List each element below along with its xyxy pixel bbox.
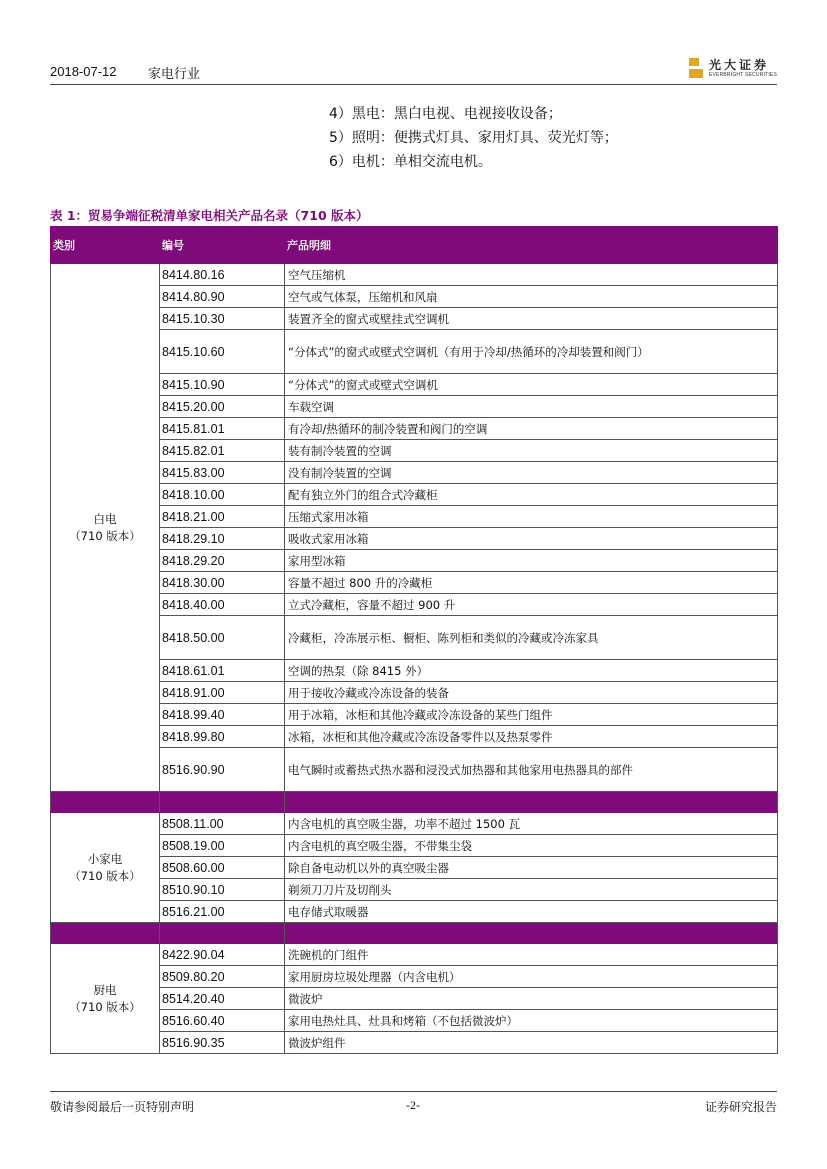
table-row bbox=[51, 396, 778, 418]
separator-cell bbox=[160, 792, 285, 813]
detail-cell: 微波炉组件 bbox=[285, 1032, 778, 1054]
code-cell: 8418.40.00 bbox=[160, 594, 285, 616]
table-row bbox=[51, 286, 778, 308]
detail-cell: 空气压缩机 bbox=[285, 264, 778, 286]
table-caption: 表 1：贸易争端征税清单家电相关产品名录（710 版本） bbox=[50, 208, 369, 223]
code-cell: 8418.10.00 bbox=[160, 484, 285, 506]
detail-cell: 配有独立外门的组合式冷藏柜 bbox=[285, 484, 778, 506]
detail-cell: 冰箱，冰柜和其他冷藏或冷冻设备零件以及热泵零件 bbox=[285, 726, 778, 748]
detail-cell: 空调的热泵（除 8415 外） bbox=[285, 660, 778, 682]
separator-cell bbox=[51, 923, 160, 944]
code-cell: 8415.10.30 bbox=[160, 308, 285, 330]
industry-label: 家电行业 bbox=[148, 67, 201, 82]
table-row bbox=[51, 308, 778, 330]
code-cell: 8516.21.00 bbox=[160, 901, 285, 923]
table-row bbox=[51, 988, 778, 1010]
table-row bbox=[51, 1032, 778, 1054]
code-cell: 8415.83.00 bbox=[160, 462, 285, 484]
table-row bbox=[51, 966, 778, 988]
table-row bbox=[51, 418, 778, 440]
table-row bbox=[51, 879, 778, 901]
detail-cell: 立式冷藏柜，容量不超过 900 升 bbox=[285, 594, 778, 616]
separator-cell bbox=[160, 923, 285, 944]
logo-mark-icon bbox=[689, 58, 703, 78]
code-cell: 8415.20.00 bbox=[160, 396, 285, 418]
detail-cell: 用于接收冷藏或冷冻设备的装备 bbox=[285, 682, 778, 704]
code-cell: 8418.29.10 bbox=[160, 528, 285, 550]
detail-cell: 内含电机的真空吸尘器，不带集尘袋 bbox=[285, 835, 778, 857]
detail-cell: 洗碗机的门组件 bbox=[285, 944, 778, 966]
table-row bbox=[51, 440, 778, 462]
code-cell: 8422.90.04 bbox=[160, 944, 285, 966]
code-cell: 8508.60.00 bbox=[160, 857, 285, 879]
separator-cell bbox=[285, 792, 778, 813]
code-cell: 8418.29.20 bbox=[160, 550, 285, 572]
code-cell: 8415.10.90 bbox=[160, 374, 285, 396]
list-item: 5）照明：便携式灯具、家用灯具、荧光灯等； bbox=[329, 130, 618, 146]
page-footer bbox=[50, 1091, 777, 1118]
detail-cell: “分体式”的窗式或壁式空调机 bbox=[285, 374, 778, 396]
code-cell: 8415.81.01 bbox=[160, 418, 285, 440]
table-row bbox=[51, 374, 778, 396]
detail-cell: 内含电机的真空吸尘器，功率不超过 1500 瓦 bbox=[285, 813, 778, 835]
detail-cell: 电存储式取暖器 bbox=[285, 901, 778, 923]
code-cell: 8418.50.00 bbox=[160, 616, 285, 660]
detail-cell: 用于冰箱，冰柜和其他冷藏或冷冻设备的某些门组件 bbox=[285, 704, 778, 726]
table-row bbox=[51, 813, 778, 835]
table-row bbox=[51, 484, 778, 506]
code-cell: 8516.90.35 bbox=[160, 1032, 285, 1054]
code-cell: 8418.21.00 bbox=[160, 506, 285, 528]
table-row bbox=[51, 944, 778, 966]
detail-cell: 电气瞬时或蓄热式热水器和浸没式加热器和其他家用电热器具的部件 bbox=[285, 748, 778, 792]
detail-cell: 空气或气体泵，压缩机和风扇 bbox=[285, 286, 778, 308]
table-header-row bbox=[51, 227, 778, 264]
group-separator-row bbox=[51, 923, 778, 944]
report-date: 2018-07-12 bbox=[50, 64, 117, 79]
detail-cell: 没有制冷装置的空调 bbox=[285, 462, 778, 484]
code-cell: 8508.11.00 bbox=[160, 813, 285, 835]
page-header bbox=[50, 56, 777, 85]
code-cell: 8415.10.60 bbox=[160, 330, 285, 374]
header-category: 类别 bbox=[51, 227, 160, 264]
detail-cell: 家用电热灶具、灶具和烤箱（不包括微波炉） bbox=[285, 1010, 778, 1032]
header-code: 编号 bbox=[160, 227, 285, 264]
code-cell: 8514.20.40 bbox=[160, 988, 285, 1010]
category-cell: 厨电 （710 版本） bbox=[51, 944, 160, 1054]
table-row bbox=[51, 682, 778, 704]
table-row bbox=[51, 901, 778, 923]
list-item: 4）黑电：黑白电视、电视接收设备； bbox=[329, 106, 562, 122]
code-cell: 8418.61.01 bbox=[160, 660, 285, 682]
detail-cell: “分体式”的窗式或壁式空调机（有用于冷却/热循环的冷却装置和阀门） bbox=[285, 330, 778, 374]
product-table bbox=[50, 226, 778, 1054]
code-cell: 8418.99.80 bbox=[160, 726, 285, 748]
table-row bbox=[51, 330, 778, 374]
code-cell: 8509.80.20 bbox=[160, 966, 285, 988]
detail-cell: 家用厨房垃圾处理器（内含电机） bbox=[285, 966, 778, 988]
code-cell: 8510.90.10 bbox=[160, 879, 285, 901]
detail-cell: 装置齐全的窗式或壁挂式空调机 bbox=[285, 308, 778, 330]
table-row bbox=[51, 726, 778, 748]
code-cell: 8415.82.01 bbox=[160, 440, 285, 462]
detail-cell: 吸收式家用冰箱 bbox=[285, 528, 778, 550]
code-cell: 8418.30.00 bbox=[160, 572, 285, 594]
table-row bbox=[51, 594, 778, 616]
table-row bbox=[51, 264, 778, 286]
separator-cell bbox=[51, 792, 160, 813]
report-type: 证券研究报告 bbox=[704, 1100, 777, 1114]
table-row bbox=[51, 616, 778, 660]
detail-cell: 微波炉 bbox=[285, 988, 778, 1010]
group-separator-row bbox=[51, 792, 778, 813]
detail-cell: 有冷却/热循环的制冷装置和阀门的空调 bbox=[285, 418, 778, 440]
logo-text-en: EVERBRIGHT SECURITIES bbox=[708, 71, 777, 78]
code-cell: 8414.80.90 bbox=[160, 286, 285, 308]
page-number: -2- bbox=[406, 1098, 420, 1112]
list-item: 6）电机：单相交流电机。 bbox=[329, 154, 492, 170]
table-row bbox=[51, 572, 778, 594]
table-row bbox=[51, 660, 778, 682]
table-row bbox=[51, 1010, 778, 1032]
detail-cell: 压缩式家用冰箱 bbox=[285, 506, 778, 528]
code-cell: 8508.19.00 bbox=[160, 835, 285, 857]
table-row bbox=[51, 704, 778, 726]
code-cell: 8418.99.40 bbox=[160, 704, 285, 726]
logo-text-cn: 光大证券 bbox=[708, 57, 769, 72]
code-cell: 8516.90.90 bbox=[160, 748, 285, 792]
code-cell: 8414.80.16 bbox=[160, 264, 285, 286]
table-row bbox=[51, 550, 778, 572]
category-list bbox=[329, 102, 618, 174]
table-row bbox=[51, 748, 778, 792]
category-cell: 小家电 （710 版本） bbox=[51, 813, 160, 923]
header-detail: 产品明细 bbox=[285, 227, 778, 264]
detail-cell: 容量不超过 800 升的冷藏柜 bbox=[285, 572, 778, 594]
code-cell: 8516.60.40 bbox=[160, 1010, 285, 1032]
detail-cell: 冷藏柜，冷冻展示柜、橱柜、陈列柜和类似的冷藏或冷冻家具 bbox=[285, 616, 778, 660]
detail-cell: 剃须刀刀片及切削头 bbox=[285, 879, 778, 901]
disclaimer-note: 敬请参阅最后一页特别声明 bbox=[50, 1100, 195, 1114]
detail-cell: 车载空调 bbox=[285, 396, 778, 418]
separator-cell bbox=[285, 923, 778, 944]
table-row bbox=[51, 506, 778, 528]
table-row bbox=[51, 462, 778, 484]
everbright-logo bbox=[689, 56, 777, 80]
table-row bbox=[51, 835, 778, 857]
detail-cell: 家用型冰箱 bbox=[285, 550, 778, 572]
category-cell: 白电 （710 版本） bbox=[51, 264, 160, 792]
detail-cell: 除自备电动机以外的真空吸尘器 bbox=[285, 857, 778, 879]
detail-cell: 装有制冷装置的空调 bbox=[285, 440, 778, 462]
code-cell: 8418.91.00 bbox=[160, 682, 285, 704]
table-row bbox=[51, 528, 778, 550]
table-row bbox=[51, 857, 778, 879]
